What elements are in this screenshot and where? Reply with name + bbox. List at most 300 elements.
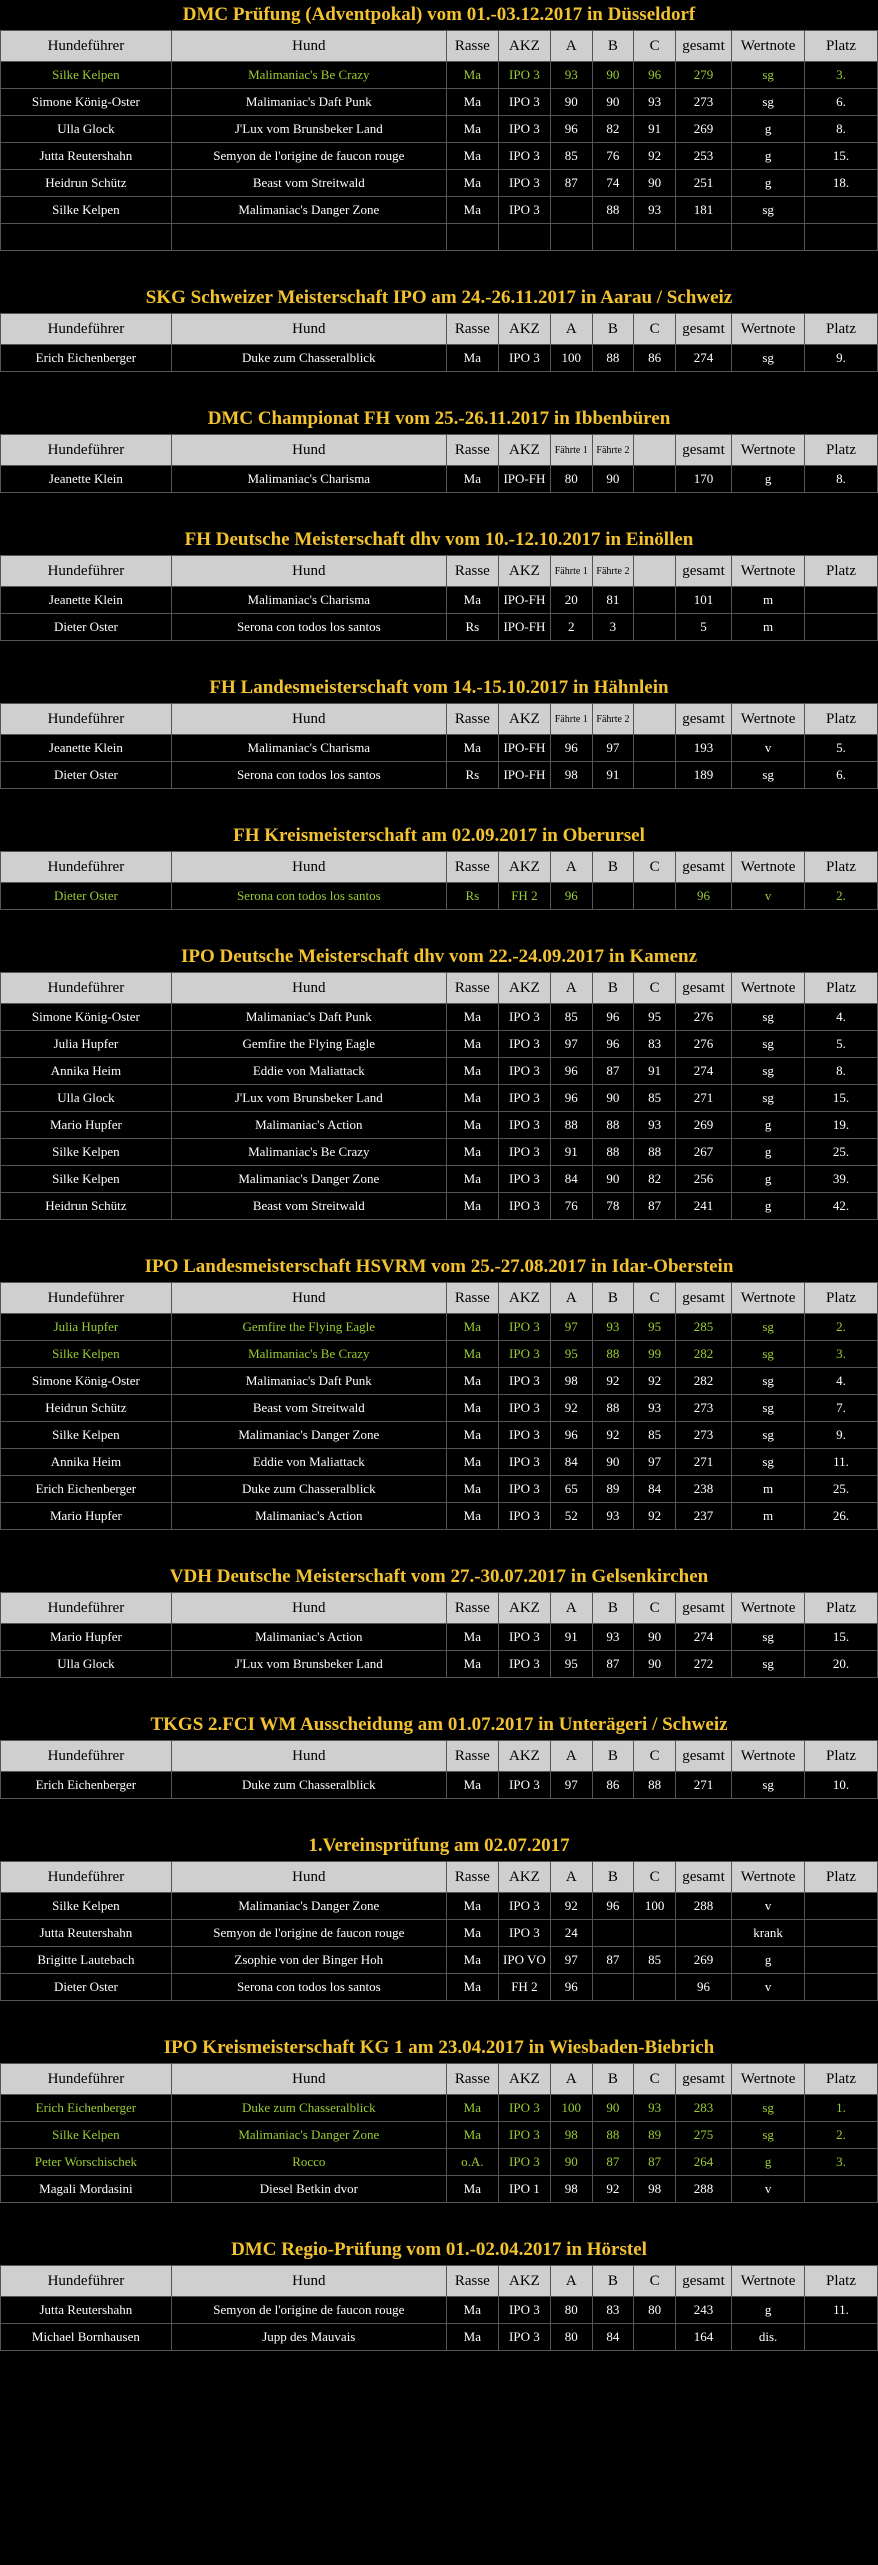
column-header: B xyxy=(592,2064,634,2095)
column-header: Rasse xyxy=(446,704,498,735)
breed-cell: Ma xyxy=(446,143,498,170)
akz-cell: IPO 3 xyxy=(498,89,550,116)
dog-cell: Beast vom Streitwald xyxy=(171,170,446,197)
column-header: Platz xyxy=(805,1862,878,1893)
akz-cell: IPO 3 xyxy=(498,2122,550,2149)
dog-cell: Eddie von Maliattack xyxy=(171,1058,446,1085)
rating-cell: sg xyxy=(732,62,805,89)
score-a-cell xyxy=(550,197,592,224)
score-b-cell: 92 xyxy=(592,2176,634,2203)
place-cell: 3. xyxy=(805,62,878,89)
section-spacer xyxy=(0,910,878,942)
result-section xyxy=(0,942,878,1252)
score-a-cell: 96 xyxy=(550,1085,592,1112)
table-row xyxy=(1,2297,878,2324)
score-c-cell: 99 xyxy=(634,1341,676,1368)
place-cell: 26. xyxy=(805,1503,878,1530)
score-a-cell: 24 xyxy=(550,1920,592,1947)
total-cell: 288 xyxy=(675,1893,731,1920)
score-c-cell xyxy=(634,762,676,789)
section-spacer xyxy=(0,1799,878,1831)
handler-cell: Jeanette Klein xyxy=(1,735,172,762)
column-header: C xyxy=(634,2064,676,2095)
akz-cell: IPO 3 xyxy=(498,62,550,89)
total-cell: 96 xyxy=(675,883,731,910)
section-title: 1.Vereinsprüfung am 02.07.2017 xyxy=(0,1831,878,1861)
score-b-cell: 78 xyxy=(592,1193,634,1220)
empty-cell xyxy=(171,224,446,251)
rating-cell: sg xyxy=(732,2095,805,2122)
score-c-cell xyxy=(634,883,676,910)
score-b-cell: 87 xyxy=(592,2149,634,2176)
results-table xyxy=(0,1592,878,1678)
table-row xyxy=(1,1920,878,1947)
empty-cell xyxy=(675,224,731,251)
score-b-cell: 88 xyxy=(592,1112,634,1139)
breed-cell: Ma xyxy=(446,1395,498,1422)
table-row xyxy=(1,1624,878,1651)
score-c-cell: 90 xyxy=(634,1651,676,1678)
column-header: Hundeführer xyxy=(1,852,172,883)
dog-cell: Semyon de l'origine de faucon rouge xyxy=(171,1920,446,1947)
column-header: C xyxy=(634,852,676,883)
breed-cell: Ma xyxy=(446,2324,498,2351)
handler-cell: Simone König-Oster xyxy=(1,89,172,116)
dog-cell: Beast vom Streitwald xyxy=(171,1395,446,1422)
column-header: Hundeführer xyxy=(1,1593,172,1624)
score-a-cell: 98 xyxy=(550,2176,592,2203)
total-cell: 282 xyxy=(675,1368,731,1395)
place-cell xyxy=(805,2324,878,2351)
column-header: AKZ xyxy=(498,1741,550,1772)
score-a-cell: 98 xyxy=(550,1368,592,1395)
column-header: AKZ xyxy=(498,1862,550,1893)
handler-cell: Dieter Oster xyxy=(1,883,172,910)
handler-cell: Jeanette Klein xyxy=(1,466,172,493)
akz-cell: IPO 1 xyxy=(498,2176,550,2203)
score-c-cell: 92 xyxy=(634,143,676,170)
total-cell: 276 xyxy=(675,1004,731,1031)
table-row xyxy=(1,1341,878,1368)
table-row xyxy=(1,1112,878,1139)
score-c-cell: 93 xyxy=(634,89,676,116)
place-cell: 6. xyxy=(805,762,878,789)
score-a-cell: 80 xyxy=(550,2324,592,2351)
place-cell: 9. xyxy=(805,1422,878,1449)
score-c-cell: 90 xyxy=(634,170,676,197)
score-c-cell: 98 xyxy=(634,2176,676,2203)
column-header: Hund xyxy=(171,1741,446,1772)
results-table xyxy=(0,2063,878,2203)
table-row xyxy=(1,466,878,493)
score-a-cell: 85 xyxy=(550,1004,592,1031)
score-c-cell: 82 xyxy=(634,1166,676,1193)
table-row xyxy=(1,62,878,89)
total-cell: 264 xyxy=(675,2149,731,2176)
place-cell: 3. xyxy=(805,1341,878,1368)
table-row xyxy=(1,1422,878,1449)
column-header: gesamt xyxy=(675,1741,731,1772)
breed-cell: Ma xyxy=(446,1314,498,1341)
rating-cell: sg xyxy=(732,1341,805,1368)
total-cell: 101 xyxy=(675,587,731,614)
score-c-cell xyxy=(634,735,676,762)
total-cell: 285 xyxy=(675,1314,731,1341)
place-cell: 11. xyxy=(805,1449,878,1476)
akz-cell: IPO 3 xyxy=(498,2095,550,2122)
total-cell: 243 xyxy=(675,2297,731,2324)
score-c-cell: 91 xyxy=(634,116,676,143)
section-title: FH Landesmeisterschaft vom 14.-15.10.2017 in Hähnlein xyxy=(0,673,878,703)
column-header: gesamt xyxy=(675,1593,731,1624)
akz-cell: IPO 3 xyxy=(498,1503,550,1530)
total-cell: 271 xyxy=(675,1449,731,1476)
rating-cell: sg xyxy=(732,1031,805,1058)
score-a-cell: 96 xyxy=(550,883,592,910)
akz-cell: IPO 3 xyxy=(498,1651,550,1678)
column-header: Platz xyxy=(805,1741,878,1772)
table-row xyxy=(1,89,878,116)
dog-cell: Malimaniac's Danger Zone xyxy=(171,2122,446,2149)
results-table xyxy=(0,313,878,372)
column-header: B xyxy=(592,1862,634,1893)
column-header: Hund xyxy=(171,435,446,466)
handler-cell: Magali Mordasini xyxy=(1,2176,172,2203)
breed-cell: Ma xyxy=(446,1139,498,1166)
breed-cell: Ma xyxy=(446,2122,498,2149)
handler-cell: Mario Hupfer xyxy=(1,1112,172,1139)
column-header: gesamt xyxy=(675,1283,731,1314)
score-a-cell: 2 xyxy=(550,614,592,641)
score-a-cell: 92 xyxy=(550,1893,592,1920)
column-header: Fährte 2 xyxy=(592,556,634,587)
score-b-cell: 89 xyxy=(592,1476,634,1503)
table-row xyxy=(1,345,878,372)
total-cell: 273 xyxy=(675,1395,731,1422)
rating-cell: sg xyxy=(732,1624,805,1651)
dog-cell: Malimaniac's Danger Zone xyxy=(171,197,446,224)
place-cell: 1. xyxy=(805,2095,878,2122)
results-table xyxy=(0,972,878,1220)
score-b-cell: 88 xyxy=(592,1341,634,1368)
result-section xyxy=(0,525,878,673)
score-c-cell xyxy=(634,614,676,641)
akz-cell: IPO 3 xyxy=(498,1031,550,1058)
score-c-cell: 86 xyxy=(634,345,676,372)
handler-cell: Julia Hupfer xyxy=(1,1314,172,1341)
rating-cell: m xyxy=(732,1476,805,1503)
column-header: Hundeführer xyxy=(1,2266,172,2297)
rating-cell: sg xyxy=(732,1422,805,1449)
akz-cell: IPO 3 xyxy=(498,1893,550,1920)
column-header: A xyxy=(550,1283,592,1314)
total-cell: 275 xyxy=(675,2122,731,2149)
breed-cell: Ma xyxy=(446,1031,498,1058)
dog-cell: Gemfire the Flying Eagle xyxy=(171,1314,446,1341)
header-row xyxy=(1,2266,878,2297)
table-row xyxy=(1,2149,878,2176)
dog-cell: Malimaniac's Be Crazy xyxy=(171,1341,446,1368)
breed-cell: Ma xyxy=(446,1449,498,1476)
column-header xyxy=(634,556,676,587)
column-header: Rasse xyxy=(446,314,498,345)
result-section xyxy=(0,283,878,404)
column-header: Fährte 1 xyxy=(550,435,592,466)
empty-cell xyxy=(550,224,592,251)
breed-cell: Ma xyxy=(446,1368,498,1395)
section-title: VDH Deutsche Meisterschaft vom 27.-30.07.2017 in Gelsenkirchen xyxy=(0,1562,878,1592)
column-header: A xyxy=(550,1593,592,1624)
results-table xyxy=(0,1740,878,1799)
rating-cell: g xyxy=(732,2297,805,2324)
rating-cell: sg xyxy=(732,1085,805,1112)
score-b-cell: 88 xyxy=(592,345,634,372)
place-cell: 2. xyxy=(805,883,878,910)
breed-cell: Ma xyxy=(446,1893,498,1920)
handler-cell: Michael Bornhausen xyxy=(1,2324,172,2351)
score-b-cell: 90 xyxy=(592,1166,634,1193)
section-title: IPO Kreismeisterschaft KG 1 am 23.04.2017 in Wiesbaden-Biebrich xyxy=(0,2033,878,2063)
place-cell xyxy=(805,1893,878,1920)
column-header: Hund xyxy=(171,2266,446,2297)
place-cell: 2. xyxy=(805,2122,878,2149)
rating-cell: g xyxy=(732,1112,805,1139)
column-header: gesamt xyxy=(675,314,731,345)
handler-cell: Simone König-Oster xyxy=(1,1368,172,1395)
section-title: FH Kreismeisterschaft am 02.09.2017 in Oberursel xyxy=(0,821,878,851)
place-cell xyxy=(805,614,878,641)
breed-cell: Ma xyxy=(446,1085,498,1112)
total-cell: 276 xyxy=(675,1031,731,1058)
table-row xyxy=(1,1166,878,1193)
place-cell: 8. xyxy=(805,116,878,143)
column-header: AKZ xyxy=(498,435,550,466)
header-row xyxy=(1,1593,878,1624)
akz-cell: FH 2 xyxy=(498,883,550,910)
header-row xyxy=(1,704,878,735)
handler-cell: Silke Kelpen xyxy=(1,1893,172,1920)
column-header: gesamt xyxy=(675,704,731,735)
results-table xyxy=(0,703,878,789)
score-b-cell: 90 xyxy=(592,2095,634,2122)
handler-cell: Brigitte Lautebach xyxy=(1,1947,172,1974)
breed-cell: Ma xyxy=(446,62,498,89)
table-row xyxy=(1,1085,878,1112)
score-b-cell: 88 xyxy=(592,197,634,224)
rating-cell: g xyxy=(732,1947,805,1974)
column-header: Rasse xyxy=(446,1862,498,1893)
score-c-cell: 92 xyxy=(634,1503,676,1530)
breed-cell: Ma xyxy=(446,89,498,116)
handler-cell: Silke Kelpen xyxy=(1,1166,172,1193)
column-header: Hund xyxy=(171,1593,446,1624)
score-b-cell: 88 xyxy=(592,1395,634,1422)
score-b-cell: 88 xyxy=(592,2122,634,2149)
score-a-cell: 96 xyxy=(550,1974,592,2001)
rating-cell: g xyxy=(732,1139,805,1166)
column-header: B xyxy=(592,314,634,345)
handler-cell: Ulla Glock xyxy=(1,116,172,143)
breed-cell: Ma xyxy=(446,197,498,224)
place-cell: 42. xyxy=(805,1193,878,1220)
score-b-cell: 3 xyxy=(592,614,634,641)
place-cell: 8. xyxy=(805,1058,878,1085)
score-a-cell: 52 xyxy=(550,1503,592,1530)
table-row xyxy=(1,1139,878,1166)
column-header: C xyxy=(634,1593,676,1624)
handler-cell: Mario Hupfer xyxy=(1,1503,172,1530)
column-header: Wertnote xyxy=(732,31,805,62)
column-header: gesamt xyxy=(675,852,731,883)
total-cell: 273 xyxy=(675,89,731,116)
score-b-cell: 97 xyxy=(592,735,634,762)
column-header: Platz xyxy=(805,973,878,1004)
score-b-cell: 82 xyxy=(592,116,634,143)
score-b-cell: 96 xyxy=(592,1031,634,1058)
dog-cell: Duke zum Chasseralblick xyxy=(171,2095,446,2122)
header-row xyxy=(1,973,878,1004)
header-row xyxy=(1,1741,878,1772)
table-row xyxy=(1,1031,878,1058)
column-header: AKZ xyxy=(498,973,550,1004)
place-cell xyxy=(805,197,878,224)
column-header: Rasse xyxy=(446,1741,498,1772)
breed-cell: Ma xyxy=(446,1974,498,2001)
place-cell: 20. xyxy=(805,1651,878,1678)
score-b-cell: 92 xyxy=(592,1422,634,1449)
dog-cell: Duke zum Chasseralblick xyxy=(171,345,446,372)
total-cell: 193 xyxy=(675,735,731,762)
column-header: B xyxy=(592,1283,634,1314)
handler-cell: Dieter Oster xyxy=(1,614,172,641)
dog-cell: Serona con todos los santos xyxy=(171,762,446,789)
place-cell: 11. xyxy=(805,2297,878,2324)
score-a-cell: 97 xyxy=(550,1314,592,1341)
column-header: C xyxy=(634,2266,676,2297)
breed-cell: o.A. xyxy=(446,2149,498,2176)
score-c-cell xyxy=(634,2324,676,2351)
score-b-cell: 81 xyxy=(592,587,634,614)
handler-cell: Ulla Glock xyxy=(1,1085,172,1112)
results-table xyxy=(0,1282,878,1530)
column-header: Hundeführer xyxy=(1,1283,172,1314)
column-header: Platz xyxy=(805,314,878,345)
score-c-cell: 83 xyxy=(634,1031,676,1058)
column-header: Wertnote xyxy=(732,1593,805,1624)
score-b-cell: 93 xyxy=(592,1503,634,1530)
column-header: C xyxy=(634,1862,676,1893)
column-header: A xyxy=(550,2266,592,2297)
results-table xyxy=(0,851,878,910)
place-cell xyxy=(805,1974,878,2001)
column-header: Hundeführer xyxy=(1,435,172,466)
akz-cell: IPO 3 xyxy=(498,1449,550,1476)
dog-cell: Malimaniac's Danger Zone xyxy=(171,1893,446,1920)
column-header: Rasse xyxy=(446,852,498,883)
dog-cell: Malimaniac's Be Crazy xyxy=(171,1139,446,1166)
score-c-cell: 91 xyxy=(634,1058,676,1085)
total-cell: 189 xyxy=(675,762,731,789)
table-row xyxy=(1,1947,878,1974)
handler-cell: Dieter Oster xyxy=(1,1974,172,2001)
score-b-cell: 91 xyxy=(592,762,634,789)
score-c-cell: 93 xyxy=(634,1112,676,1139)
place-cell: 25. xyxy=(805,1139,878,1166)
column-header: A xyxy=(550,314,592,345)
score-a-cell: 90 xyxy=(550,89,592,116)
score-b-cell: 83 xyxy=(592,2297,634,2324)
column-header: gesamt xyxy=(675,556,731,587)
akz-cell: IPO-FH xyxy=(498,762,550,789)
header-row xyxy=(1,1862,878,1893)
column-header: Hund xyxy=(171,314,446,345)
akz-cell: IPO 3 xyxy=(498,2149,550,2176)
rating-cell: g xyxy=(732,1166,805,1193)
total-cell: 279 xyxy=(675,62,731,89)
dog-cell: Beast vom Streitwald xyxy=(171,1193,446,1220)
dog-cell: Malimaniac's Danger Zone xyxy=(171,1422,446,1449)
total-cell: 181 xyxy=(675,197,731,224)
table-row xyxy=(1,116,878,143)
column-header: Hundeführer xyxy=(1,556,172,587)
dog-cell: Serona con todos los santos xyxy=(171,614,446,641)
table-row xyxy=(1,587,878,614)
column-header: Hundeführer xyxy=(1,704,172,735)
score-b-cell: 90 xyxy=(592,89,634,116)
column-header: Wertnote xyxy=(732,314,805,345)
section-spacer xyxy=(0,493,878,525)
akz-cell: IPO 3 xyxy=(498,2297,550,2324)
breed-cell: Ma xyxy=(446,116,498,143)
column-header: Wertnote xyxy=(732,2064,805,2095)
rating-cell: sg xyxy=(732,1395,805,1422)
empty-cell xyxy=(1,224,172,251)
score-a-cell: 98 xyxy=(550,762,592,789)
column-header: Platz xyxy=(805,704,878,735)
column-header: AKZ xyxy=(498,1283,550,1314)
column-header: Platz xyxy=(805,2266,878,2297)
score-a-cell: 98 xyxy=(550,2122,592,2149)
akz-cell: IPO 3 xyxy=(498,1139,550,1166)
breed-cell: Ma xyxy=(446,2176,498,2203)
score-c-cell xyxy=(634,466,676,493)
breed-cell: Ma xyxy=(446,1341,498,1368)
handler-cell: Annika Heim xyxy=(1,1449,172,1476)
total-cell: 273 xyxy=(675,1422,731,1449)
section-title: SKG Schweizer Meisterschaft IPO am 24.-26.11.2017 in Aarau / Schweiz xyxy=(0,283,878,313)
score-a-cell: 90 xyxy=(550,2149,592,2176)
breed-cell: Ma xyxy=(446,1772,498,1799)
score-b-cell: 74 xyxy=(592,170,634,197)
score-c-cell: 89 xyxy=(634,2122,676,2149)
breed-cell: Ma xyxy=(446,1166,498,1193)
column-header: AKZ xyxy=(498,31,550,62)
score-a-cell: 80 xyxy=(550,2297,592,2324)
section-title: DMC Regio-Prüfung vom 01.-02.04.2017 in Hörstel xyxy=(0,2235,878,2265)
column-header: A xyxy=(550,2064,592,2095)
handler-cell: Dieter Oster xyxy=(1,762,172,789)
rating-cell: sg xyxy=(732,1314,805,1341)
table-row xyxy=(1,1503,878,1530)
rating-cell: g xyxy=(732,1193,805,1220)
column-header: AKZ xyxy=(498,2064,550,2095)
score-b-cell: 90 xyxy=(592,1449,634,1476)
header-row xyxy=(1,852,878,883)
breed-cell: Ma xyxy=(446,1624,498,1651)
dog-cell: Zsophie von der Binger Hoh xyxy=(171,1947,446,1974)
total-cell: 269 xyxy=(675,1112,731,1139)
dog-cell: Serona con todos los santos xyxy=(171,1974,446,2001)
